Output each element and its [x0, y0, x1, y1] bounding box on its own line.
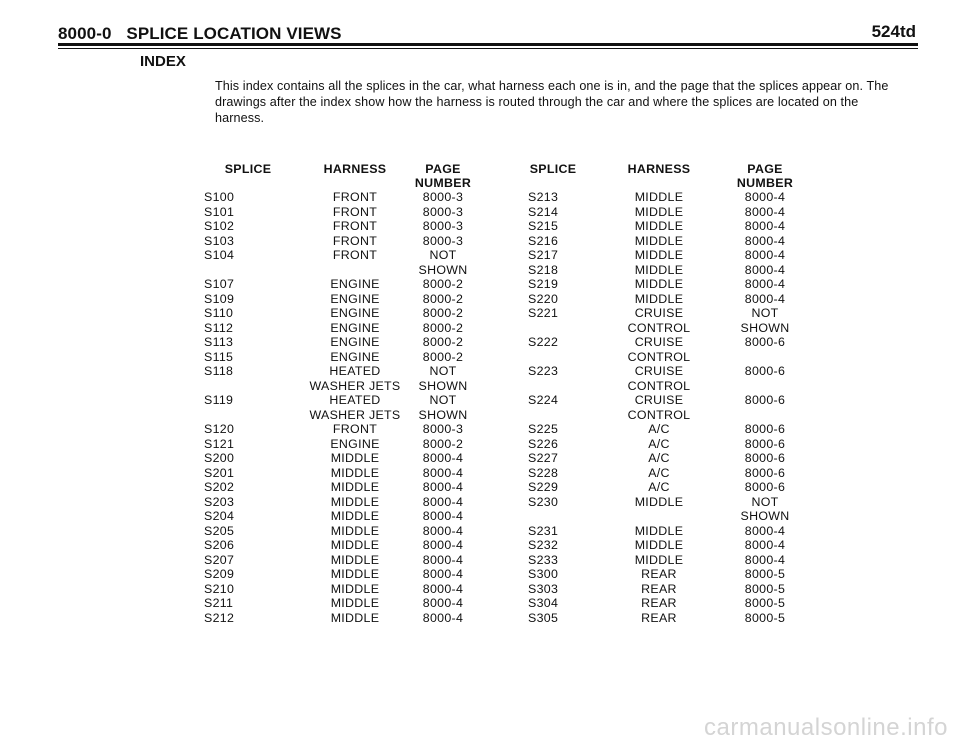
harness-cell: MIDDLE — [330, 567, 380, 581]
harness-cell: MIDDLE — [330, 480, 380, 494]
page-cell — [732, 408, 798, 423]
harness-cell: CONTROL — [627, 407, 691, 422]
table-row — [520, 466, 798, 481]
page-header-title — [58, 24, 342, 44]
splice-cell: S218 — [528, 262, 559, 277]
model-label: 524td — [871, 22, 916, 41]
page-cell: 8000-4 — [744, 204, 786, 219]
splice-cell — [520, 408, 586, 423]
harness-cell: MIDDLE — [330, 465, 380, 480]
section-number: 8000-0 — [58, 24, 112, 43]
table-row — [520, 263, 798, 278]
watermark-text: carmanualsonline.info — [704, 714, 948, 741]
page-cell: 8000-6 — [744, 364, 786, 378]
page-cell: 8000-4 — [422, 538, 464, 552]
splice-cell: S206 — [204, 538, 235, 552]
table-row — [196, 495, 476, 510]
table-row — [520, 524, 798, 539]
page-cell: 8000-4 — [422, 523, 464, 538]
splice-cell: S217 — [528, 248, 559, 262]
splice-cell — [196, 379, 300, 394]
page-cell: 8000-6 — [744, 335, 786, 349]
splice-cell: S230 — [528, 494, 559, 509]
splice-cell — [520, 321, 586, 336]
table-row — [196, 451, 476, 466]
splice-cell: S210 — [204, 581, 235, 596]
splice-cell: S113 — [204, 335, 234, 349]
harness-cell: MIDDLE — [330, 451, 380, 465]
table-row — [520, 321, 798, 336]
harness-cell: MIDDLE — [634, 262, 684, 277]
page-cell: 8000-2 — [422, 277, 464, 291]
table-row — [520, 335, 798, 350]
splice-cell: S112 — [204, 320, 234, 335]
table-row — [196, 306, 476, 321]
harness-cell: MIDDLE — [330, 610, 380, 625]
page-cell: 8000-4 — [744, 262, 786, 277]
table-row — [196, 248, 476, 263]
harness-cell: CRUISE — [634, 393, 684, 407]
harness-cell — [586, 509, 732, 524]
page-cell: 8000-4 — [422, 610, 464, 625]
table-row — [520, 219, 798, 234]
page-cell: 8000-4 — [744, 219, 786, 233]
table-row — [520, 306, 798, 321]
harness-cell: REAR — [641, 581, 677, 596]
table-row — [196, 553, 476, 568]
splice-cell: S101 — [204, 204, 235, 219]
page-cell: 8000-6 — [744, 422, 786, 436]
page-cell: 8000-4 — [422, 451, 464, 465]
table-row — [196, 567, 476, 582]
splice-index-table-right — [520, 162, 798, 625]
page-cell: 8000-4 — [744, 523, 786, 538]
harness-cell: A/C — [648, 451, 670, 465]
harness-cell: MIDDLE — [634, 494, 684, 509]
page-cell: 8000-6 — [744, 451, 786, 465]
harness-cell: FRONT — [332, 248, 378, 262]
splice-cell: S233 — [528, 552, 559, 567]
table-header-row — [196, 162, 476, 190]
harness-cell: ENGINE — [330, 291, 380, 306]
splice-column-header: SPLICE — [529, 162, 577, 176]
harness-cell: HEATED — [329, 393, 381, 407]
page-cell: 8000-4 — [744, 552, 786, 567]
splice-cell: S224 — [528, 393, 559, 407]
splice-cell: S226 — [528, 436, 559, 451]
page-cell: 8000-4 — [744, 248, 786, 262]
table-row — [196, 611, 476, 626]
harness-cell: ENGINE — [330, 436, 380, 451]
harness-cell: MIDDLE — [634, 277, 684, 291]
table-row — [196, 190, 476, 205]
table-row — [520, 495, 798, 510]
table-row — [196, 277, 476, 292]
splice-cell: S221 — [528, 306, 559, 320]
harness-cell — [300, 263, 410, 278]
harness-cell: ENGINE — [330, 335, 380, 349]
harness-cell: MIDDLE — [634, 233, 684, 248]
splice-cell: S115 — [204, 349, 234, 364]
harness-cell: FRONT — [332, 190, 378, 204]
harness-cell: MIDDLE — [330, 552, 380, 567]
harness-cell: MIDDLE — [634, 219, 684, 233]
splice-cell: S223 — [528, 364, 559, 378]
splice-cell — [520, 509, 586, 524]
harness-cell: MIDDLE — [330, 538, 380, 552]
harness-cell: FRONT — [332, 219, 378, 233]
table-row — [196, 480, 476, 495]
splice-cell: S110 — [204, 306, 234, 320]
table-row — [520, 248, 798, 263]
splice-cell — [196, 263, 300, 278]
table-row — [196, 509, 476, 524]
splice-cell: S216 — [528, 233, 559, 248]
page-cell: NOT — [429, 393, 457, 407]
page-cell: 8000-4 — [422, 509, 464, 523]
harness-cell: WASHER JETS — [309, 378, 401, 393]
splice-column-header: SPLICE — [224, 162, 272, 176]
harness-cell: FRONT — [332, 204, 378, 219]
harness-column-header: HARNESS — [323, 162, 387, 176]
page-cell: 8000-2 — [422, 291, 464, 306]
splice-cell: S100 — [204, 190, 235, 204]
page-cell: 8000-2 — [422, 320, 464, 335]
harness-cell: MIDDLE — [634, 204, 684, 219]
page-cell: NOT — [429, 364, 457, 378]
splice-cell: S201 — [204, 465, 235, 480]
page-cell: 8000-4 — [744, 190, 786, 204]
page-header-line1: PAGE — [747, 162, 783, 176]
page-cell: 8000-3 — [422, 233, 464, 248]
harness-cell: REAR — [641, 596, 677, 610]
intro-paragraph: This index contains all the splices in the car, what harness each one is in, and the page that the splices appear on. The drawings after the index show how the harness is routed through the car and where the splices are located on the harness. — [215, 79, 889, 125]
table-row — [520, 205, 798, 220]
harness-cell: MIDDLE — [634, 523, 684, 538]
page-cell: 8000-3 — [422, 422, 464, 436]
table-row — [520, 451, 798, 466]
section-title: SPLICE LOCATION VIEWS — [126, 24, 342, 43]
splice-cell: S214 — [528, 204, 559, 219]
table-row — [520, 408, 798, 423]
page-cell: NOT — [751, 306, 779, 320]
page-cell: 8000-4 — [422, 494, 464, 509]
table-row — [196, 596, 476, 611]
page-cell: SHOWN — [418, 378, 468, 393]
page-cell: SHOWN — [418, 407, 468, 422]
splice-cell: S121 — [204, 436, 235, 451]
splice-cell: S305 — [528, 610, 559, 625]
page-cell — [732, 350, 798, 365]
page-cell: 8000-5 — [744, 610, 786, 625]
splice-cell: S209 — [204, 567, 235, 581]
splice-cell: S212 — [204, 610, 235, 625]
harness-column-header: HARNESS — [627, 162, 691, 176]
table-row — [520, 437, 798, 452]
index-heading: INDEX — [140, 53, 186, 70]
page-cell — [732, 379, 798, 394]
harness-cell: CRUISE — [634, 335, 684, 349]
harness-cell: MIDDLE — [330, 509, 380, 523]
splice-cell — [520, 350, 586, 365]
harness-cell: A/C — [648, 436, 670, 451]
table-row — [520, 611, 798, 626]
harness-cell: CRUISE — [634, 306, 684, 320]
page-cell: 8000-4 — [744, 233, 786, 248]
page-cell: 8000-4 — [744, 538, 786, 552]
page-cell: 8000-3 — [422, 190, 464, 204]
table-header-row — [520, 162, 798, 190]
page-cell: 8000-6 — [744, 465, 786, 480]
page-header-line2: NUMBER — [736, 176, 794, 190]
table-row — [196, 437, 476, 452]
table-row — [196, 234, 476, 249]
splice-cell: S103 — [204, 233, 235, 248]
splice-cell: S231 — [528, 523, 559, 538]
table-row — [196, 422, 476, 437]
harness-cell: MIDDLE — [330, 523, 380, 538]
table-row — [520, 292, 798, 307]
page-cell: 8000-4 — [422, 581, 464, 596]
page-cell: SHOWN — [740, 509, 790, 523]
splice-index-table-left — [196, 162, 476, 625]
harness-cell: CONTROL — [627, 378, 691, 393]
page-cell: 8000-4 — [422, 567, 464, 581]
harness-cell: MIDDLE — [634, 291, 684, 306]
table-row — [520, 553, 798, 568]
splice-cell: S119 — [204, 393, 234, 407]
splice-cell: S109 — [204, 291, 235, 306]
table-row — [196, 321, 476, 336]
harness-cell: CRUISE — [634, 364, 684, 378]
table-row — [520, 364, 798, 379]
harness-cell: REAR — [641, 610, 677, 625]
splice-cell: S304 — [528, 596, 559, 610]
table-row — [520, 350, 798, 365]
page-cell: 8000-3 — [422, 204, 464, 219]
table-row — [196, 205, 476, 220]
page-cell: SHOWN — [740, 320, 790, 335]
splice-cell: S219 — [528, 277, 559, 291]
page-cell: 8000-5 — [744, 596, 786, 610]
splice-cell: S200 — [204, 451, 235, 465]
splice-cell: S215 — [528, 219, 559, 233]
page-cell: 8000-6 — [744, 480, 786, 494]
table-row — [520, 538, 798, 553]
splice-cell — [520, 379, 586, 394]
table-row — [196, 379, 476, 394]
page-cell: 8000-4 — [422, 552, 464, 567]
table-row — [520, 393, 798, 408]
table-row — [196, 466, 476, 481]
splice-cell: S211 — [204, 596, 234, 610]
table-row — [196, 335, 476, 350]
page-cell: 8000-4 — [422, 480, 464, 494]
splice-cell: S228 — [528, 465, 559, 480]
splice-rows-right — [520, 190, 798, 625]
splice-cell: S229 — [528, 480, 559, 494]
splice-cell: S203 — [204, 494, 235, 509]
table-row — [196, 263, 476, 278]
page-cell: NOT — [751, 494, 779, 509]
harness-cell: HEATED — [329, 364, 381, 378]
page-cell: 8000-4 — [422, 465, 464, 480]
table-row — [196, 524, 476, 539]
harness-cell: MIDDLE — [330, 596, 380, 610]
page-cell: 8000-5 — [744, 567, 786, 581]
splice-rows-left — [196, 190, 476, 625]
page-cell: SHOWN — [418, 262, 468, 277]
header-rule-thin — [58, 48, 918, 49]
harness-cell: REAR — [641, 567, 677, 581]
page-cell: 8000-4 — [744, 277, 786, 291]
harness-cell: ENGINE — [330, 349, 380, 364]
harness-cell: MIDDLE — [634, 190, 684, 204]
harness-cell: MIDDLE — [634, 538, 684, 552]
splice-cell: S207 — [204, 552, 235, 567]
splice-cell: S227 — [528, 451, 559, 465]
table-row — [196, 408, 476, 423]
splice-cell: S202 — [204, 480, 235, 494]
table-row — [520, 596, 798, 611]
harness-cell: FRONT — [332, 422, 378, 436]
splice-cell: S104 — [204, 248, 235, 262]
page-number-column-header — [732, 162, 798, 190]
harness-cell: MIDDLE — [634, 552, 684, 567]
splice-cell: S118 — [204, 364, 234, 378]
splice-cell: S222 — [528, 335, 559, 349]
table-row — [520, 234, 798, 249]
harness-cell: WASHER JETS — [309, 407, 401, 422]
table-row — [520, 480, 798, 495]
page-cell: 8000-3 — [422, 219, 464, 233]
page-cell: 8000-5 — [744, 581, 786, 596]
harness-cell: CONTROL — [627, 320, 691, 335]
table-row — [196, 538, 476, 553]
page-cell: 8000-2 — [422, 335, 464, 349]
table-row — [196, 582, 476, 597]
page-cell: 8000-2 — [422, 436, 464, 451]
harness-cell: A/C — [648, 465, 670, 480]
table-row — [520, 277, 798, 292]
harness-cell: ENGINE — [330, 277, 380, 291]
table-row — [520, 509, 798, 524]
splice-cell: S303 — [528, 581, 559, 596]
harness-cell: CONTROL — [627, 349, 691, 364]
splice-cell: S107 — [204, 277, 235, 291]
harness-cell: ENGINE — [330, 320, 380, 335]
harness-cell: MIDDLE — [330, 494, 380, 509]
splice-cell: S102 — [204, 219, 235, 233]
table-row — [196, 393, 476, 408]
page-cell: NOT — [429, 248, 457, 262]
table-row — [520, 422, 798, 437]
page-header-line2: NUMBER — [414, 176, 472, 190]
splice-cell: S213 — [528, 190, 559, 204]
table-row — [196, 350, 476, 365]
harness-cell: A/C — [648, 422, 670, 436]
page-header-line1: PAGE — [425, 162, 461, 176]
page-cell: 8000-4 — [422, 596, 464, 610]
table-row — [520, 582, 798, 597]
splice-cell: S205 — [204, 523, 235, 538]
splice-cell: S204 — [204, 509, 235, 523]
page-cell: 8000-4 — [744, 291, 786, 306]
page-cell: 8000-2 — [422, 306, 464, 320]
splice-cell: S225 — [528, 422, 559, 436]
table-row — [196, 292, 476, 307]
table-row — [520, 190, 798, 205]
harness-cell: ENGINE — [330, 306, 380, 320]
splice-cell — [196, 408, 300, 423]
table-row — [520, 567, 798, 582]
table-row — [196, 364, 476, 379]
table-row — [196, 219, 476, 234]
harness-cell: MIDDLE — [634, 248, 684, 262]
table-row — [520, 379, 798, 394]
page-cell: 8000-2 — [422, 349, 464, 364]
splice-cell: S232 — [528, 538, 559, 552]
harness-cell: MIDDLE — [330, 581, 380, 596]
harness-cell: A/C — [648, 480, 670, 494]
splice-cell: S220 — [528, 291, 559, 306]
splice-cell: S300 — [528, 567, 559, 581]
page-number-column-header — [410, 162, 476, 190]
page-cell: 8000-6 — [744, 436, 786, 451]
header-rule-thick — [58, 43, 918, 46]
harness-cell: FRONT — [332, 233, 378, 248]
page-cell: 8000-6 — [744, 393, 786, 407]
splice-cell: S120 — [204, 422, 235, 436]
